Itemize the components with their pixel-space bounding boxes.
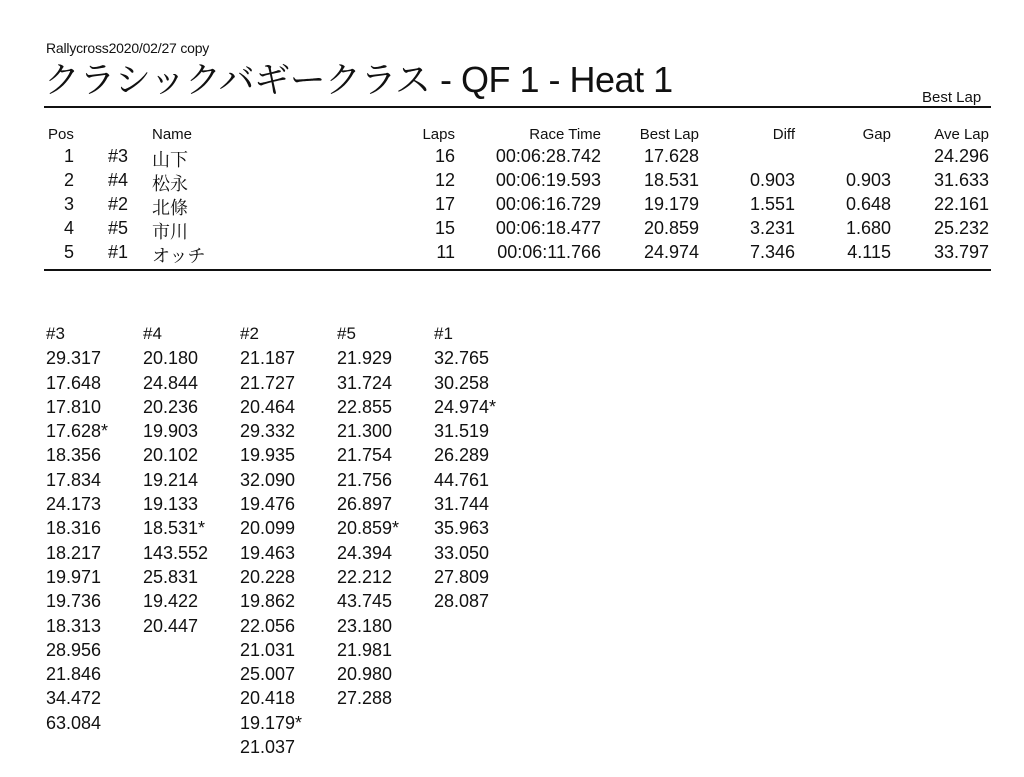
lap-time: 20.980 (337, 664, 393, 685)
result-gap: 4.115 (847, 242, 891, 262)
result-laps: 17 (434, 194, 455, 214)
lap-time: 28.956 (46, 639, 102, 660)
result-ave-lap: 24.296 (933, 146, 989, 166)
table-row (44, 170, 991, 194)
result-driver-name: 北條 (152, 198, 188, 218)
result-race-time: 00:06:18.477 (495, 218, 601, 238)
lap-time: 29.317 (46, 348, 102, 369)
lap-time: 21.929 (337, 348, 393, 369)
result-ave-lap: 25.232 (933, 218, 989, 238)
table-row (44, 146, 991, 170)
lap-time: 21.846 (46, 664, 102, 685)
lap-column-header: #1 (434, 324, 453, 343)
result-best-lap: 17.628 (643, 146, 699, 166)
lap-time: 25.007 (240, 664, 296, 685)
lap-time: 19.133 (143, 494, 199, 515)
lap-time: 19.736 (46, 591, 102, 612)
result-car-number: #3 (108, 146, 129, 166)
result-driver-name: オッチ (152, 246, 206, 266)
lap-time: 22.212 (337, 566, 393, 587)
lap-time: 26.289 (434, 445, 490, 466)
result-best-lap: 19.179 (643, 194, 699, 214)
result-gap: 0.648 (845, 194, 891, 214)
lap-time: 21.031 (240, 639, 296, 660)
result-diff: 0.903 (749, 170, 795, 190)
lap-time: 18.531* (143, 518, 206, 539)
lap-time: 27.288 (337, 688, 393, 709)
lap-time: 27.809 (434, 566, 490, 587)
lap-column (434, 322, 530, 614)
lap-column (240, 322, 336, 759)
result-race-time: 00:06:19.593 (495, 170, 601, 190)
page-title: クラシックバギークラス - QF 1 - Heat 1 (44, 59, 673, 100)
lap-time: 35.963 (434, 518, 490, 539)
lap-time: 20.099 (240, 518, 296, 539)
result-race-time: 00:06:11.766 (497, 242, 601, 262)
lap-column-header: #5 (337, 324, 356, 343)
lap-time: 28.087 (434, 591, 490, 612)
lap-time: 20.228 (240, 566, 296, 587)
result-best-lap: 24.974 (643, 242, 699, 262)
result-pos: 3 (64, 194, 75, 214)
lap-time: 18.217 (46, 542, 102, 563)
lap-time: 17.628* (46, 421, 109, 442)
lap-time: 22.855 (337, 396, 393, 417)
table-row (44, 194, 991, 218)
lap-time: 20.464 (240, 396, 296, 417)
result-pos: 1 (64, 146, 75, 166)
result-car-number: #5 (108, 218, 129, 238)
best-lap-label: Best Lap (922, 89, 982, 106)
lap-time: 19.422 (143, 591, 199, 612)
result-diff: 7.346 (749, 242, 795, 262)
lap-time: 31.744 (434, 494, 490, 515)
result-pos: 4 (64, 218, 75, 238)
lap-time: 18.313 (46, 615, 102, 636)
lap-time: 19.903 (143, 421, 199, 442)
lap-time: 21.754 (337, 445, 393, 466)
lap-time: 32.090 (240, 469, 296, 490)
result-best-lap: 20.859 (643, 218, 699, 238)
lap-column-header: #3 (46, 324, 65, 343)
divider-top (44, 106, 991, 108)
header-laps: Laps (422, 126, 455, 143)
result-laps: 15 (434, 218, 455, 238)
lap-time: 19.935 (240, 445, 296, 466)
lap-time: 19.476 (240, 494, 296, 515)
result-laps: 12 (434, 170, 455, 190)
header-name: Name (152, 126, 193, 143)
lap-time: 21.727 (240, 372, 296, 393)
lap-time: 33.050 (434, 542, 490, 563)
result-driver-name: 山下 (152, 150, 188, 170)
header-pos: Pos (48, 126, 74, 143)
lap-time: 18.316 (46, 518, 102, 539)
results-body (44, 146, 991, 266)
lap-time: 44.761 (434, 469, 490, 490)
lap-time: 20.236 (143, 396, 199, 417)
result-laps: 16 (434, 146, 455, 166)
result-driver-name: 市川 (152, 222, 188, 242)
lap-time: 26.897 (337, 494, 393, 515)
lap-time: 20.102 (143, 445, 199, 466)
lap-time: 21.187 (240, 348, 296, 369)
result-laps: 11 (436, 242, 455, 262)
lap-time: 143.552 (143, 542, 209, 563)
lap-column (46, 322, 142, 735)
lap-time: 17.834 (46, 469, 102, 490)
lap-time: 21.037 (240, 737, 296, 758)
result-driver-name: 松永 (152, 174, 188, 194)
lap-time: 63.084 (46, 712, 102, 733)
lap-time: 18.356 (46, 445, 102, 466)
header-diff: Diff (772, 126, 795, 143)
lap-time: 23.180 (337, 615, 393, 636)
lap-time: 32.765 (434, 348, 490, 369)
result-best-lap: 18.531 (643, 170, 699, 190)
table-row (44, 218, 991, 242)
lap-time: 31.519 (434, 421, 490, 442)
lap-time: 31.724 (337, 372, 393, 393)
result-car-number: #4 (108, 170, 129, 190)
result-race-time: 00:06:16.729 (495, 194, 601, 214)
header-gap: Gap (862, 126, 891, 143)
lap-time: 43.745 (337, 591, 393, 612)
lap-time: 20.859* (337, 518, 400, 539)
result-car-number: #1 (108, 242, 129, 262)
lap-time: 25.831 (143, 566, 199, 587)
result-gap: 0.903 (845, 170, 891, 190)
lap-time: 30.258 (434, 372, 490, 393)
lap-time: 17.648 (46, 372, 102, 393)
lap-column (143, 322, 239, 638)
result-ave-lap: 22.161 (933, 194, 989, 214)
results-header-row (44, 126, 991, 146)
lap-time: 19.971 (46, 566, 102, 587)
lap-time: 34.472 (46, 688, 102, 709)
result-pos: 2 (64, 170, 75, 190)
lap-time: 24.394 (337, 542, 393, 563)
lap-time: 24.844 (143, 372, 199, 393)
result-race-time: 00:06:28.742 (495, 146, 601, 166)
result-diff: 3.231 (749, 218, 795, 238)
lap-column-header: #2 (240, 324, 259, 343)
document-subtitle: Rallycross2020/02/27 copy (46, 40, 210, 56)
results-table (44, 126, 991, 266)
result-diff: 1.551 (749, 194, 795, 214)
header-best-lap: Best Lap (639, 126, 699, 143)
divider-bottom (44, 269, 991, 271)
header-race-time: Race Time (529, 126, 601, 143)
lap-time: 19.214 (143, 469, 199, 490)
lap-time: 19.463 (240, 542, 296, 563)
header-ave-lap: Ave Lap (934, 126, 989, 143)
lap-time: 20.180 (143, 348, 199, 369)
lap-time: 19.179* (240, 712, 303, 733)
lap-time: 21.300 (337, 421, 393, 442)
lap-time: 19.862 (240, 591, 296, 612)
lap-time: 24.974* (434, 396, 497, 417)
lap-time: 17.810 (46, 396, 102, 417)
result-ave-lap: 33.797 (933, 242, 989, 262)
result-gap: 1.680 (845, 218, 891, 238)
table-row (44, 242, 991, 266)
lap-column-header: #4 (143, 324, 162, 343)
lap-time: 20.447 (143, 615, 199, 636)
lap-time: 24.173 (46, 494, 102, 515)
lap-time: 21.756 (337, 469, 393, 490)
result-ave-lap: 31.633 (933, 170, 989, 190)
lap-time: 21.981 (337, 639, 393, 660)
result-pos: 5 (64, 242, 75, 262)
result-car-number: #2 (108, 194, 129, 214)
lap-time: 20.418 (240, 688, 296, 709)
lap-time: 22.056 (240, 615, 296, 636)
lap-time: 29.332 (240, 421, 296, 442)
lap-column (337, 322, 433, 711)
